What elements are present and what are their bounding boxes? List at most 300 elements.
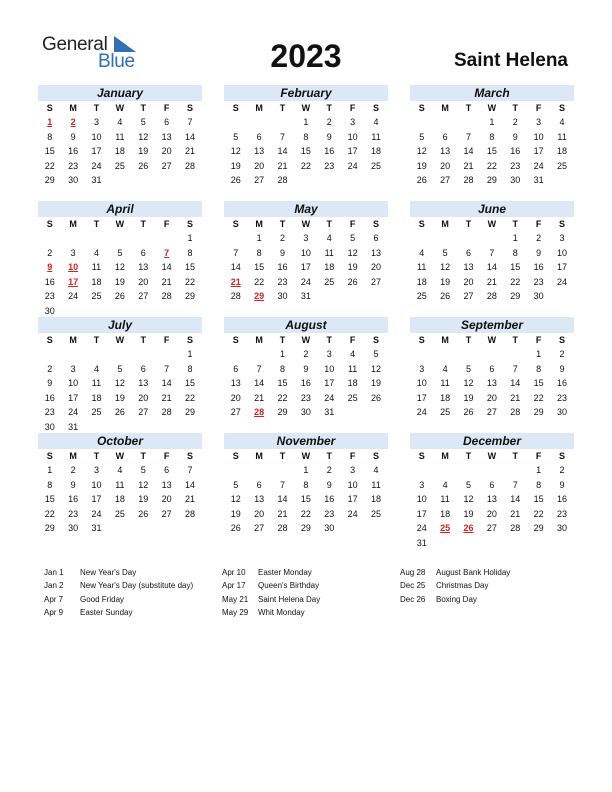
empty-cell	[433, 115, 456, 130]
weekday-label: M	[441, 103, 449, 113]
day-cell: 28	[277, 523, 288, 533]
day-cell: 9	[512, 131, 518, 142]
month-title: November	[224, 433, 388, 449]
day-cell: 5	[442, 247, 448, 258]
day-cell: 19	[347, 262, 358, 272]
weekday-header	[38, 101, 202, 115]
weekday-label: T	[326, 219, 332, 229]
weekday-label: S	[418, 451, 425, 461]
empty-cell	[410, 463, 433, 478]
day-cell: 12	[416, 146, 427, 156]
day-cell: 12	[230, 494, 241, 504]
day-cell: 13	[254, 146, 265, 156]
weekday-label: T	[512, 335, 518, 345]
weekday-label: T	[326, 451, 332, 461]
weekday-label: S	[373, 451, 380, 461]
day-cell: 19	[138, 494, 149, 504]
day-cell: 30	[44, 305, 55, 316]
day-cell: 24	[68, 407, 79, 417]
day-cell: 7	[489, 247, 495, 258]
weekday-label: W	[115, 103, 125, 113]
day-cell: 31	[68, 421, 79, 432]
weekday-label: T	[465, 103, 472, 113]
day-cell: 16	[68, 494, 79, 504]
day-cell: 13	[230, 378, 241, 388]
day-cell: 27	[486, 407, 497, 417]
weekday-label: T	[326, 335, 332, 345]
empty-cell	[247, 115, 270, 130]
day-cell: 18	[91, 392, 102, 403]
day-cell: 21	[161, 276, 172, 287]
day-cell: 30	[533, 291, 544, 301]
empty-cell	[457, 463, 480, 478]
day-cell: 6	[373, 233, 379, 243]
day-cell: 18	[347, 378, 358, 388]
day-cell: 5	[140, 117, 146, 127]
empty-cell	[271, 463, 294, 478]
day-cell: 18	[557, 146, 568, 156]
weekday-label: S	[559, 335, 566, 345]
day-cell: 15	[533, 378, 544, 388]
weekday-label: M	[255, 335, 263, 345]
day-cell: 23	[557, 392, 568, 403]
day-cell: 10	[347, 479, 358, 490]
holiday-day-cell: 26	[463, 523, 474, 533]
day-cell: 5	[117, 247, 123, 258]
day-cell: 30	[300, 407, 311, 417]
day-cell: 9	[326, 131, 332, 142]
weekday-label: S	[232, 103, 239, 113]
day-cell: 11	[347, 363, 358, 374]
day-cell: 14	[161, 262, 172, 272]
day-cell: 4	[419, 247, 425, 258]
day-cell: 29	[300, 523, 311, 533]
day-cell: 18	[416, 276, 427, 287]
weekday-label: F	[349, 219, 356, 229]
day-cell: 29	[277, 407, 288, 417]
day-cell: 12	[463, 494, 474, 504]
day-cell: 31	[416, 537, 427, 548]
month-august	[224, 317, 388, 420]
day-cell: 19	[138, 146, 149, 156]
day-cell: 9	[279, 247, 285, 258]
day-cell: 3	[350, 117, 356, 127]
day-cell: 14	[161, 378, 172, 388]
day-cell: 3	[419, 479, 425, 490]
day-cell: 1	[279, 349, 285, 359]
day-cell: 22	[510, 276, 521, 287]
weekday-label: T	[93, 335, 100, 345]
day-cell: 12	[371, 363, 382, 374]
day-cell: 22	[44, 508, 55, 519]
holiday-name: Easter Sunday	[80, 607, 133, 617]
day-cell: 21	[510, 508, 521, 519]
weekday-label: F	[349, 103, 356, 113]
day-cell: 1	[47, 465, 53, 475]
empty-cell	[38, 347, 61, 362]
day-cell: 16	[510, 146, 521, 156]
empty-cell	[457, 115, 480, 130]
day-cell: 5	[233, 479, 239, 490]
day-cell: 25	[324, 276, 335, 287]
day-cell: 14	[510, 378, 521, 388]
holiday-day-cell: 2	[70, 117, 76, 127]
weekday-label: T	[140, 103, 146, 113]
day-cell: 25	[114, 508, 125, 519]
holiday-date: May 21	[222, 594, 249, 604]
weekday-label: S	[559, 451, 566, 461]
holiday-date: Dec 26	[400, 594, 426, 604]
day-cell: 3	[419, 363, 425, 374]
day-cell: 31	[533, 175, 544, 185]
day-cell: 28	[510, 523, 521, 533]
weekday-label: W	[301, 335, 311, 345]
empty-cell	[504, 347, 527, 362]
day-cell: 23	[68, 160, 79, 171]
month-october	[38, 433, 202, 536]
weekday-label: S	[187, 451, 194, 461]
day-cell: 7	[279, 479, 285, 490]
day-cell: 24	[300, 276, 311, 287]
day-cell: 29	[185, 291, 196, 301]
day-cell: 22	[300, 508, 311, 519]
month-title: June	[410, 201, 574, 217]
day-cell: 19	[463, 392, 474, 403]
day-cell: 9	[326, 479, 332, 490]
month-title: January	[38, 85, 202, 101]
day-cell: 10	[91, 131, 102, 142]
weekday-label: W	[487, 103, 497, 113]
month-december	[410, 433, 574, 550]
day-cell: 25	[371, 160, 382, 171]
day-cell: 17	[416, 508, 427, 519]
weekday-header	[410, 217, 574, 231]
weekday-header	[224, 449, 388, 463]
day-cell: 8	[187, 247, 193, 258]
day-cell: 7	[187, 465, 193, 475]
day-cell: 26	[416, 175, 427, 185]
empty-cell	[504, 463, 527, 478]
day-cell: 9	[559, 363, 565, 374]
weekday-label: T	[326, 103, 332, 113]
day-cell: 15	[300, 494, 311, 504]
day-cell: 22	[300, 160, 311, 171]
holiday-name: New Year's Day (substitute day)	[80, 581, 194, 591]
day-cell: 24	[416, 523, 427, 533]
day-cell: 28	[510, 407, 521, 417]
day-cell: 20	[161, 146, 172, 156]
day-cell: 1	[536, 465, 542, 475]
day-cell: 8	[47, 131, 53, 142]
day-cell: 12	[230, 146, 241, 156]
empty-cell	[480, 347, 503, 362]
day-cell: 20	[440, 160, 451, 171]
day-cell: 6	[489, 479, 495, 490]
day-cell: 26	[230, 175, 241, 185]
day-cell: 22	[185, 392, 196, 403]
day-cell: 4	[326, 233, 332, 243]
weekday-label: F	[163, 451, 170, 461]
day-cell: 10	[416, 378, 427, 388]
day-cell: 18	[114, 494, 125, 504]
day-cell: 2	[47, 363, 53, 374]
weekday-label: T	[140, 451, 146, 461]
day-cell: 5	[419, 131, 425, 142]
day-cell: 28	[161, 407, 172, 417]
day-cell: 4	[93, 363, 99, 374]
day-cell: 15	[254, 262, 265, 272]
empty-cell	[155, 347, 178, 362]
month-title: February	[224, 85, 388, 101]
day-cell: 3	[70, 363, 76, 374]
empty-cell	[433, 347, 456, 362]
day-cell: 14	[254, 378, 265, 388]
day-cell: 7	[512, 479, 518, 490]
day-cell: 12	[114, 378, 125, 388]
day-cell: 30	[277, 291, 288, 301]
holiday-date: Aug 28	[400, 568, 426, 577]
day-cell: 23	[300, 392, 311, 403]
weekday-label: W	[487, 335, 497, 345]
day-cell: 24	[347, 508, 358, 519]
day-cell: 26	[371, 392, 382, 403]
weekday-label: M	[441, 219, 449, 229]
month-may	[224, 201, 388, 304]
holiday-name: New Year's Day	[80, 568, 137, 577]
day-cell: 23	[510, 160, 521, 171]
empty-cell	[224, 347, 247, 362]
day-cell: 12	[347, 247, 358, 258]
month-september	[410, 317, 574, 420]
day-cell: 27	[463, 291, 474, 301]
day-cell: 11	[371, 131, 381, 142]
empty-cell	[433, 231, 456, 246]
day-cell: 29	[486, 175, 497, 185]
empty-cell	[108, 231, 131, 246]
day-cell: 9	[70, 479, 76, 490]
holiday-day-cell: 28	[254, 407, 265, 417]
day-cell: 4	[117, 465, 123, 475]
day-cell: 14	[185, 131, 196, 142]
day-cell: 1	[187, 349, 193, 359]
weekday-label: W	[301, 219, 311, 229]
weekday-label: S	[373, 335, 380, 345]
day-cell: 21	[277, 508, 288, 519]
day-cell: 17	[347, 494, 358, 504]
day-cell: 20	[371, 262, 382, 272]
day-cell: 23	[324, 160, 335, 171]
day-cell: 17	[68, 392, 79, 403]
weekday-label: F	[163, 219, 170, 229]
day-grid	[410, 463, 574, 550]
month-january	[38, 85, 202, 188]
holiday-date: Apr 7	[44, 594, 64, 604]
day-cell: 28	[463, 175, 474, 185]
day-cell: 28	[230, 291, 241, 301]
day-cell: 19	[371, 378, 382, 388]
empty-cell	[457, 231, 480, 246]
day-cell: 2	[70, 465, 76, 475]
empty-cell	[85, 231, 108, 246]
day-cell: 19	[463, 508, 474, 519]
day-cell: 21	[277, 160, 288, 171]
weekday-header	[224, 333, 388, 347]
empty-cell	[61, 347, 84, 362]
weekday-label: W	[487, 219, 497, 229]
day-cell: 31	[300, 291, 311, 301]
weekday-label: T	[279, 335, 286, 345]
day-cell: 19	[114, 276, 125, 287]
day-cell: 15	[44, 494, 55, 504]
day-cell: 17	[557, 262, 568, 272]
day-cell: 11	[417, 262, 427, 272]
weekday-label: M	[69, 219, 77, 229]
day-cell: 21	[463, 160, 474, 171]
day-cell: 11	[115, 479, 125, 490]
day-cell: 25	[347, 392, 358, 403]
weekday-header	[38, 217, 202, 231]
day-cell: 1	[536, 349, 542, 359]
day-cell: 2	[326, 465, 332, 475]
weekday-label: W	[301, 451, 311, 461]
holiday-date: Apr 9	[44, 607, 64, 617]
day-cell: 19	[230, 160, 241, 171]
day-cell: 24	[91, 508, 102, 519]
empty-cell	[85, 347, 108, 362]
month-june	[410, 201, 574, 304]
weekday-header	[410, 449, 574, 463]
day-cell: 12	[463, 378, 474, 388]
weekday-label: F	[163, 335, 170, 345]
day-cell: 27	[371, 276, 382, 287]
month-title: September	[410, 317, 574, 333]
day-cell: 17	[300, 262, 311, 272]
holiday-day-cell: 9	[47, 262, 53, 272]
day-cell: 5	[117, 363, 123, 374]
day-cell: 29	[510, 291, 521, 301]
day-cell: 10	[68, 378, 79, 388]
day-cell: 6	[164, 465, 170, 475]
day-cell: 5	[465, 479, 471, 490]
weekday-label: F	[535, 335, 542, 345]
day-cell: 4	[350, 349, 356, 359]
day-cell: 26	[347, 276, 358, 287]
holiday-date: Dec 25	[400, 581, 426, 591]
weekday-label: M	[255, 103, 263, 113]
day-cell: 7	[164, 363, 170, 374]
day-cell: 8	[536, 363, 542, 374]
day-cell: 25	[91, 291, 102, 301]
month-title: December	[410, 433, 574, 449]
weekday-label: T	[140, 335, 146, 345]
day-cell: 14	[510, 494, 521, 504]
day-cell: 10	[91, 479, 102, 490]
weekday-label: S	[187, 335, 194, 345]
day-cell: 21	[185, 494, 196, 504]
day-cell: 28	[161, 291, 172, 301]
holiday-name: Easter Monday	[258, 568, 312, 577]
day-cell: 19	[416, 160, 427, 171]
day-cell: 16	[68, 146, 79, 156]
day-cell: 27	[161, 508, 172, 519]
weekday-label: T	[512, 219, 518, 229]
day-cell: 27	[440, 175, 451, 185]
day-cell: 22	[533, 392, 544, 403]
weekday-label: T	[279, 219, 286, 229]
day-cell: 25	[557, 160, 568, 171]
day-grid	[224, 115, 388, 188]
day-cell: 1	[256, 233, 262, 243]
month-title: October	[38, 433, 202, 449]
day-cell: 13	[440, 146, 451, 156]
day-cell: 13	[486, 494, 497, 504]
day-cell: 10	[557, 247, 568, 258]
day-cell: 28	[185, 160, 196, 171]
day-cell: 27	[486, 523, 497, 533]
weekday-label: F	[349, 451, 356, 461]
day-cell: 4	[442, 479, 448, 490]
day-cell: 24	[324, 392, 335, 403]
holiday-name: Good Friday	[80, 594, 125, 604]
day-cell: 15	[277, 378, 288, 388]
day-cell: 23	[324, 508, 335, 519]
weekday-header	[410, 333, 574, 347]
weekday-label: T	[512, 103, 518, 113]
country-name: Saint Helena	[453, 50, 568, 71]
day-cell: 1	[489, 117, 495, 127]
day-cell: 6	[164, 117, 170, 127]
weekday-label: F	[349, 335, 356, 345]
day-cell: 3	[536, 117, 542, 127]
day-cell: 10	[533, 131, 544, 142]
day-cell: 17	[91, 494, 102, 504]
empty-cell	[132, 231, 155, 246]
day-cell: 18	[371, 494, 382, 504]
weekday-label: S	[373, 103, 380, 113]
weekday-label: T	[93, 103, 100, 113]
day-cell: 13	[371, 247, 382, 258]
day-cell: 11	[440, 378, 450, 388]
day-cell: 26	[138, 160, 149, 171]
day-cell: 27	[230, 407, 241, 417]
day-cell: 6	[465, 247, 471, 258]
day-cell: 21	[254, 392, 265, 403]
day-cell: 31	[91, 175, 102, 185]
holiday-name: Queen's Birthday	[258, 581, 320, 591]
day-cell: 21	[486, 276, 497, 287]
day-cell: 15	[510, 262, 521, 272]
day-cell: 22	[277, 392, 288, 403]
weekday-header	[38, 449, 202, 463]
day-cell: 26	[463, 407, 474, 417]
day-cell: 11	[91, 262, 102, 272]
day-cell: 15	[486, 146, 497, 156]
day-cell: 3	[93, 465, 99, 475]
day-cell: 27	[254, 523, 265, 533]
day-cell: 2	[326, 117, 332, 127]
day-cell: 26	[138, 508, 149, 519]
weekday-label: M	[255, 451, 263, 461]
day-cell: 11	[91, 378, 102, 388]
holiday-name: August Bank Holiday	[436, 568, 511, 577]
day-cell: 2	[303, 349, 309, 359]
holiday-date: Jan 2	[44, 581, 64, 591]
day-cell: 30	[44, 421, 55, 432]
day-cell: 24	[91, 160, 102, 171]
day-cell: 5	[465, 363, 471, 374]
day-cell: 25	[91, 407, 102, 417]
day-cell: 9	[47, 378, 53, 388]
